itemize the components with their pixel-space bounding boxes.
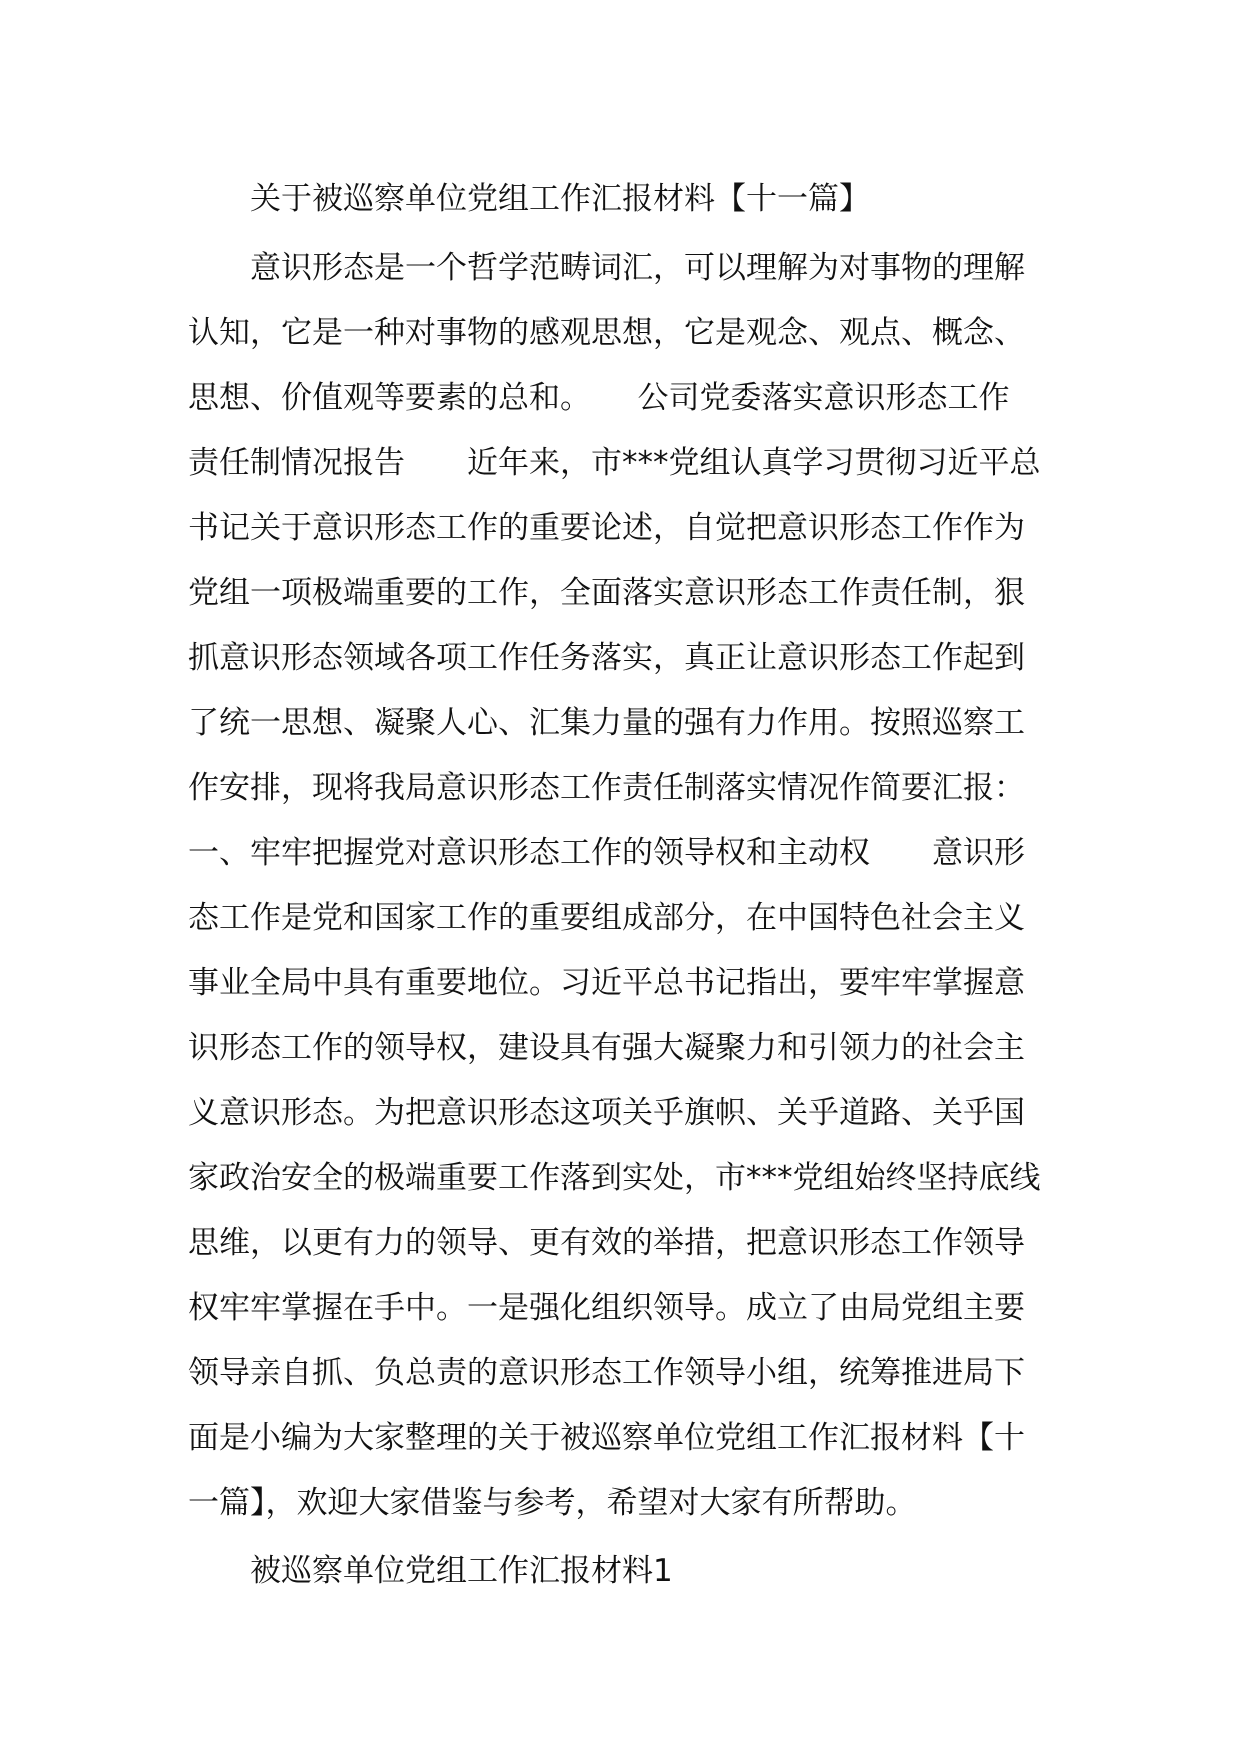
body-line: 领导亲自抓、负总责的意识形态工作领导小组，统筹推进局下 (188, 1355, 1025, 1391)
body-line: 事业全局中具有重要地位。习近平总书记指出，要牢牢掌握意 (188, 965, 1025, 1001)
body-line: 一、牢牢把握党对意识形态工作的领导权和主动权 意识形 (188, 835, 1025, 871)
body-line: 思维，以更有力的领导、更有效的举措，把意识形态工作领导 (188, 1225, 1025, 1261)
body-line: 思想、价值观等要素的总和。 公司党委落实意识形态工作 (188, 380, 1010, 416)
document-body (188, 236, 1058, 1536)
body-line: 意识形态是一个哲学范畴词汇，可以理解为对事物的理解 (250, 250, 1025, 286)
body-line: 家政治安全的极端重要工作落到实处，市***党组始终坚持底线 (188, 1160, 1041, 1196)
body-line: 作安排，现将我局意识形态工作责任制落实情况作简要汇报： (188, 770, 1025, 806)
body-line: 责任制情况报告 近年来，市***党组认真学习贯彻习近平总 (188, 445, 1041, 481)
body-line: 一篇】，欢迎大家借鉴与参考，希望对大家有所帮助。 (188, 1485, 917, 1521)
document-title: 关于被巡察单位党组工作汇报材料【十一篇】 (250, 181, 870, 217)
body-line: 权牢牢掌握在手中。一是强化组织领导。成立了由局党组主要 (188, 1290, 1025, 1326)
body-line: 义意识形态。为把意识形态这项关乎旗帜、关乎道路、关乎国 (188, 1095, 1025, 1131)
body-line: 态工作是党和国家工作的重要组成部分，在中国特色社会主义 (188, 900, 1025, 936)
body-line: 面是小编为大家整理的关于被巡察单位党组工作汇报材料【十 (188, 1420, 1025, 1456)
section-heading: 被巡察单位党组工作汇报材料1 (250, 1553, 673, 1589)
body-line: 书记关于意识形态工作的重要论述，自觉把意识形态工作作为 (188, 510, 1025, 546)
body-line: 了统一思想、凝聚人心、汇集力量的强有力作用。按照巡察工 (188, 705, 1025, 741)
body-line: 党组一项极端重要的工作，全面落实意识形态工作责任制，狠 (188, 575, 1025, 611)
body-line: 认知，它是一种对事物的感观思想，它是观念、观点、概念、 (188, 315, 1025, 351)
body-line: 抓意识形态领域各项工作任务落实，真正让意识形态工作起到 (188, 640, 1025, 676)
body-line: 识形态工作的领导权，建设具有强大凝聚力和引领力的社会主 (188, 1030, 1025, 1066)
